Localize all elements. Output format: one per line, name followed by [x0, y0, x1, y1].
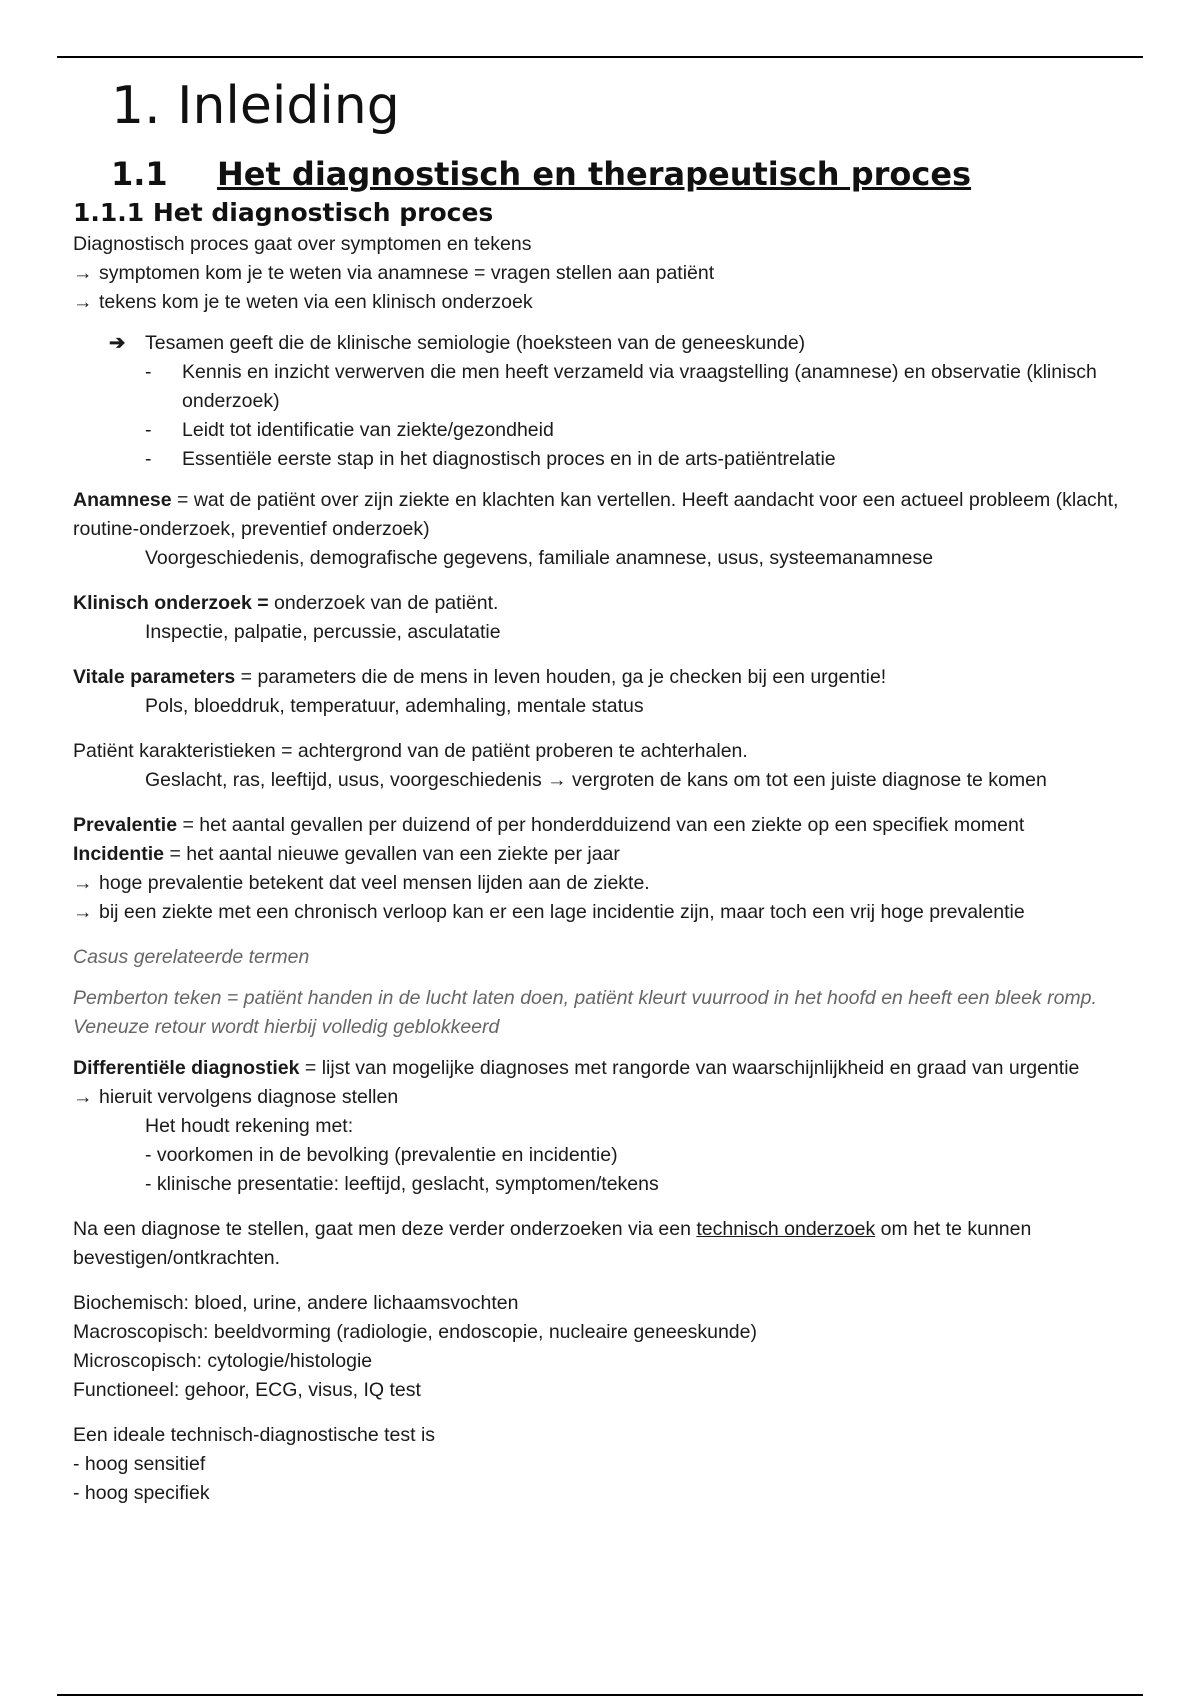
semiologie-item: - Kennis en inzicht verwerven die men heeft verzameld via vraagstelling (anamnese) en observatie (klinisch onderzoek) — [73, 358, 1133, 416]
incidentie-definition: Incidentie = het aantal nieuwe gevallen van een ziekte per jaar — [73, 843, 620, 865]
heading-1: 1. Inleiding — [111, 76, 400, 136]
arrow-icon: → — [73, 901, 93, 923]
onderzoek-type: Microscopisch: cytologie/histologie — [73, 1350, 373, 1372]
arrow-icon: → — [547, 769, 567, 791]
incidentie-arrow-line-2: → bij een ziekte met een chronisch verloop kan er een lage incidentie zijn, maar toch een vrij hoge prevalentie — [73, 898, 1133, 927]
incidentie-term: Incidentie — [73, 843, 165, 865]
top-rule — [57, 56, 1143, 58]
dash-bullet-icon: - — [145, 361, 152, 383]
heading-3: 1.1.1 Het diagnostisch proces — [73, 198, 494, 227]
technisch-paragraph: Na een diagnose te stellen, gaat men deze verder onderzoeken via een technisch onderzoek om het te kunnen bevestigen/ontkrachten. — [73, 1218, 1032, 1269]
bottom-rule — [57, 1694, 1143, 1696]
heading-2-number: 1.1 — [111, 155, 168, 193]
differentieel-arrow-line: → hieruit vervolgens diagnose stellen — [73, 1083, 1133, 1112]
heading-2 — [111, 154, 1133, 194]
dash-bullet-icon: - — [145, 448, 152, 470]
incidentie-arrow-line-1: → hoge prevalentie betekent dat veel mensen lijden aan de ziekte. — [73, 869, 1133, 898]
casus-title: Casus gerelateerde termen — [73, 946, 310, 968]
intro-line: Diagnostisch proces gaat over symptomen en tekens — [73, 233, 532, 255]
klinisch-definition: Klinisch onderzoek = onderzoek van de patiënt. — [73, 592, 499, 614]
differentieel-sub-1: Het houdt rekening met: — [145, 1115, 354, 1137]
onderzoek-type: Macroscopisch: beeldvorming (radiologie, endoscopie, nucleaire geneeskunde) — [73, 1321, 757, 1343]
pemberton-definition: Pemberton teken = patiënt handen in de lucht laten doen, patiënt kleurt vuurrood in het hoofd en heeft een bleek romp. Veneuze retour wordt hierbij volledig geblokkeerd — [73, 987, 1097, 1038]
differentieel-definition: Differentiële diagnostiek = lijst van mogelijke diagnoses met rangorde van waarschijnlijkheid en graad van urgentie — [73, 1057, 1080, 1079]
prevalentie-definition: Prevalentie = het aantal gevallen per duizend of per honderdduizend van een ziekte op een specifiek moment — [73, 814, 1025, 836]
arrow-icon: → — [73, 262, 93, 284]
ideale-test-item: - hoog specifiek — [73, 1482, 210, 1504]
anamnese-sub: Voorgeschiedenis, demografische gegevens, familiale anamnese, usus, systeemanamnese — [145, 547, 934, 569]
patient-sub: Geslacht, ras, leeftijd, usus, voorgeschiedenis → vergroten de kans om tot een juiste diagnose te komen — [145, 769, 1047, 791]
arrow-icon: → — [73, 872, 93, 894]
anamnese-term: Anamnese — [73, 489, 172, 511]
dash-bullet-icon: - — [145, 419, 152, 441]
patient-definition: Patiënt karakteristieken = achtergrond van de patiënt proberen te achterhalen. — [73, 740, 748, 762]
anamnese-definition: Anamnese = wat de patiënt over zijn ziekte en klachten kan vertellen. Heeft aandacht voor een actueel probleem (klacht, routine-onderzoek, preventief onderzoek) — [73, 489, 1119, 540]
heading-2-title: Het diagnostisch en therapeutisch proces — [217, 155, 972, 193]
ideale-test-item: - hoog sensitief — [73, 1453, 206, 1475]
klinisch-sub: Inspectie, palpatie, percussie, asculatatie — [145, 621, 501, 643]
vitale-term: Vitale parameters — [73, 666, 236, 688]
semiologie-heading: ➔ Tesamen geeft die de klinische semiologie (hoeksteen van de geneeskunde) — [73, 329, 1133, 358]
vitale-sub: Pols, bloeddruk, temperatuur, ademhaling, mentale status — [145, 695, 644, 717]
intro-arrow-line-2: → tekens kom je te weten via een klinisch onderzoek — [73, 288, 1133, 317]
bold-arrow-icon: ➔ — [109, 332, 126, 354]
prevalentie-term: Prevalentie — [73, 814, 178, 836]
ideale-test-line: Een ideale technisch-diagnostische test is — [73, 1424, 436, 1446]
semiologie-item: - Essentiële eerste stap in het diagnostisch proces en in de arts-patiëntrelatie — [73, 445, 1133, 474]
vitale-definition: Vitale parameters = parameters die de mens in leven houden, ga je checken bij een urgentie! — [73, 666, 887, 688]
klinisch-term: Klinisch onderzoek = — [73, 592, 269, 614]
onderzoek-type: Biochemisch: bloed, urine, andere lichaamsvochten — [73, 1292, 519, 1314]
technisch-onderzoek-term: technisch onderzoek — [696, 1218, 876, 1240]
arrow-icon: → — [73, 291, 93, 313]
semiologie-item: - Leidt tot identificatie van ziekte/gezondheid — [73, 416, 1133, 445]
onderzoek-type: Functioneel: gehoor, ECG, visus, IQ test — [73, 1379, 421, 1401]
intro-arrow-line-1: → symptomen kom je te weten via anamnese = vragen stellen aan patiënt — [73, 259, 1133, 288]
arrow-icon: → — [73, 1086, 93, 1108]
differentieel-sub-2: - voorkomen in de bevolking (prevalentie en incidentie) — [145, 1144, 618, 1166]
differentieel-sub-3: - klinische presentatie: leeftijd, geslacht, symptomen/tekens — [145, 1173, 659, 1195]
document-page — [73, 70, 1133, 1508]
differentieel-term: Differentiële diagnostiek — [73, 1057, 300, 1079]
